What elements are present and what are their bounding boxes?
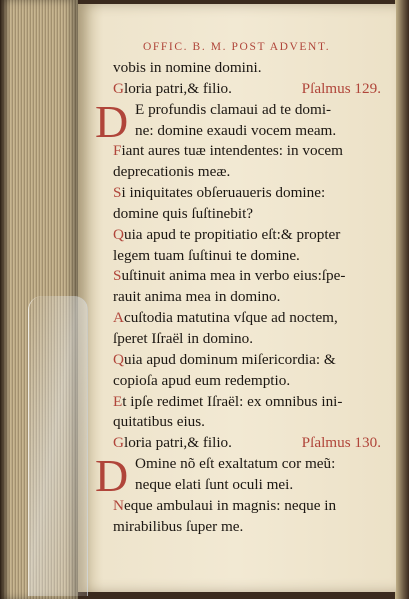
line-text: iant aures tuæ intendentes: in vocem — [121, 142, 343, 160]
line-text: uia apud dominum miſericordia: & — [123, 350, 336, 368]
red-initial: E — [113, 392, 123, 410]
line-text: loria patri,& filio. — [123, 434, 232, 452]
text-line: Omine nõ eſt exaltatum cor meũ: — [135, 455, 336, 473]
verse-line — [113, 350, 395, 371]
verse-line — [113, 183, 395, 204]
text-line: mirabilibus ſuper me. — [113, 517, 244, 535]
text-block — [95, 58, 395, 537]
text-line: deprecationis meæ. — [113, 163, 231, 181]
psalm-label: Pſalmus 130. — [301, 434, 381, 452]
red-initial: Q — [113, 225, 124, 243]
text-line: neque elati ſunt oculi mei. — [135, 475, 294, 493]
psalm-verse-1 — [95, 95, 395, 147]
text-line: vobis in nomine domini. — [113, 59, 262, 76]
red-initial: A — [113, 309, 124, 327]
decorated-initial: D — [95, 450, 129, 502]
running-header: OFFIC. B. M. POST ADVENT. — [143, 41, 331, 53]
psalm-verse-1 — [95, 450, 395, 502]
line-text: cuſtodia matutina vſque ad noctem, — [123, 309, 338, 327]
book-right-edge — [395, 0, 409, 599]
text-line: quitatibus eius. — [113, 413, 205, 431]
verse-line — [113, 308, 395, 329]
verse-line — [113, 141, 395, 162]
red-initial: Q — [113, 350, 124, 368]
text-line: legem tuam ſuſtinui te domine. — [113, 246, 300, 264]
red-initial: G — [113, 79, 124, 97]
red-initial: G — [113, 434, 124, 452]
line-text: loria patri,& filio. — [123, 79, 232, 97]
plastic-page-holder — [28, 296, 88, 596]
text-line: copioſa apud eum redemptio. — [113, 371, 291, 389]
gloria-line — [113, 79, 395, 100]
text-line: ne: domine exaudi vocem meam. — [135, 121, 337, 139]
line-text: uia apud te propitiatio eſt:& propter — [123, 225, 341, 243]
line-text: t ipſe redimet Iſraël: ex omnibus ini- — [122, 392, 343, 410]
line-text: eque ambulaui in magnis: neque in — [123, 496, 337, 514]
verse-line — [113, 496, 395, 517]
text-line: ſperet Iſraël in domino. — [113, 329, 254, 347]
verse-line — [113, 225, 395, 246]
gloria-line — [113, 433, 395, 454]
verse-line — [113, 392, 395, 413]
text-line: rauit anima mea in domino. — [113, 288, 281, 306]
verse-line — [113, 266, 395, 287]
red-initial: S — [113, 267, 122, 285]
text-line: domine quis ſuſtinebit? — [113, 204, 254, 222]
red-initial: S — [113, 184, 122, 202]
psalm-label: Pſalmus 129. — [301, 79, 381, 97]
line-text: uſtinuit anima mea in verbo eius:ſpe- — [121, 267, 346, 285]
red-initial: F — [113, 142, 122, 160]
text-line: E profundis clamaui ad te domi- — [135, 100, 332, 118]
red-initial: N — [113, 496, 124, 514]
line-text: i iniquitates obſeruaueris domine: — [121, 184, 326, 202]
decorated-initial: D — [95, 95, 129, 147]
